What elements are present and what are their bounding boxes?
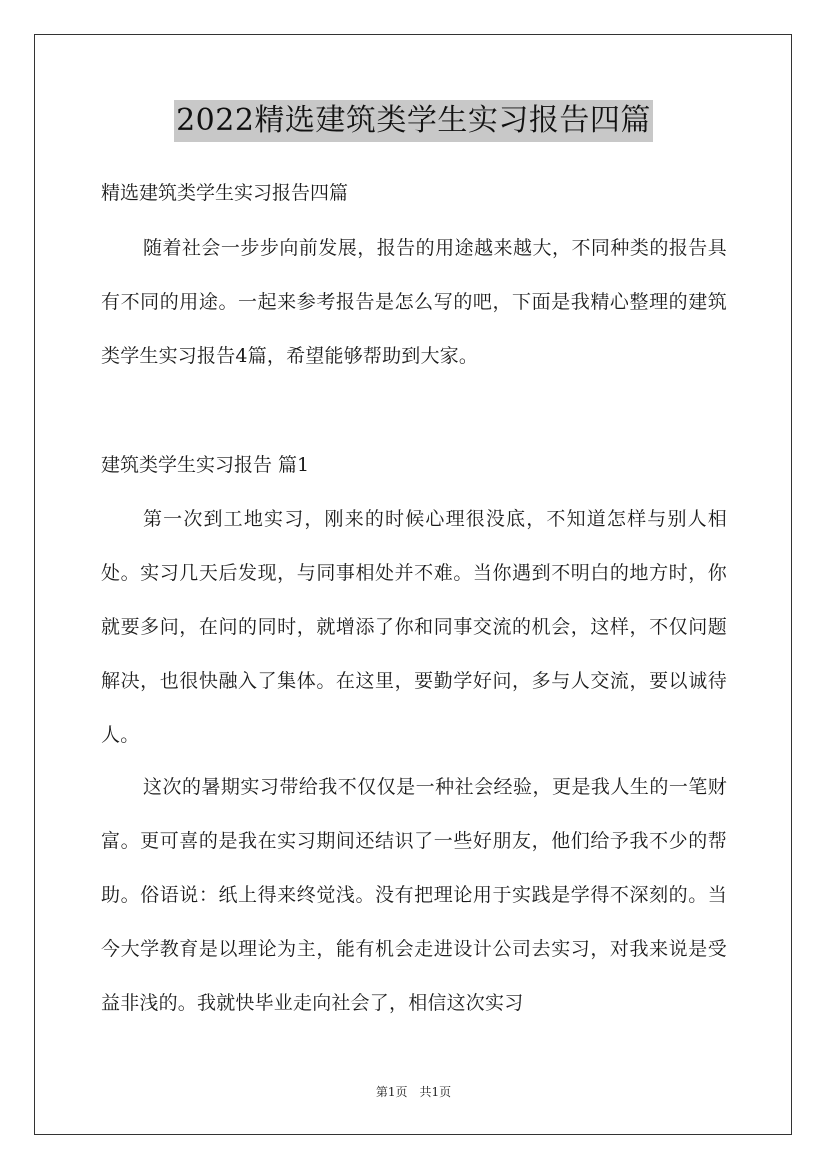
document-title: 2022精选建筑类学生实习报告四篇 [174, 100, 653, 142]
intro-paragraph: 随着社会一步步向前发展，报告的用途越来越大，不同种类的报告具有不同的用途。一起来参考报告是怎么写的吧，下面是我精心整理的建筑类学生实习报告4篇，希望能够帮助到大家。 [101, 237, 727, 367]
section-heading: 建筑类学生实习报告 篇1 [101, 454, 310, 476]
body-paragraph-2: 这次的暑期实习带给我不仅仅是一种社会经验，更是我人生的一笔财富。更可喜的是我在实习期间还结识了一些好朋友，他们给予我不少的帮助。俗语说：纸上得来终觉浅。没有把理论用于实践是学得不深刻的。当今大学教育是以理论为主，能有机会走进设计公司去实习，对我来说是受益非浅的。我就快毕业走向社会了，相信这次实习 [101, 776, 727, 1014]
document-subtitle: 精选建筑类学生实习报告四篇 [101, 182, 349, 204]
page-footer: 第1页 共1页 [375, 1085, 452, 1099]
title-container [0, 100, 827, 142]
body-paragraph-1: 第一次到工地实习，刚来的时候心理很没底，不知道怎样与别人相处。实习几天后发现，与同事相处并不难。当你遇到不明白的地方时，你就要多问，在问的同时，就增添了你和同事交流的机会，这样，不仅问题解决，也很快融入了集体。在这里，要勤学好问，多与人交流，要以诚待人。 [101, 508, 727, 746]
